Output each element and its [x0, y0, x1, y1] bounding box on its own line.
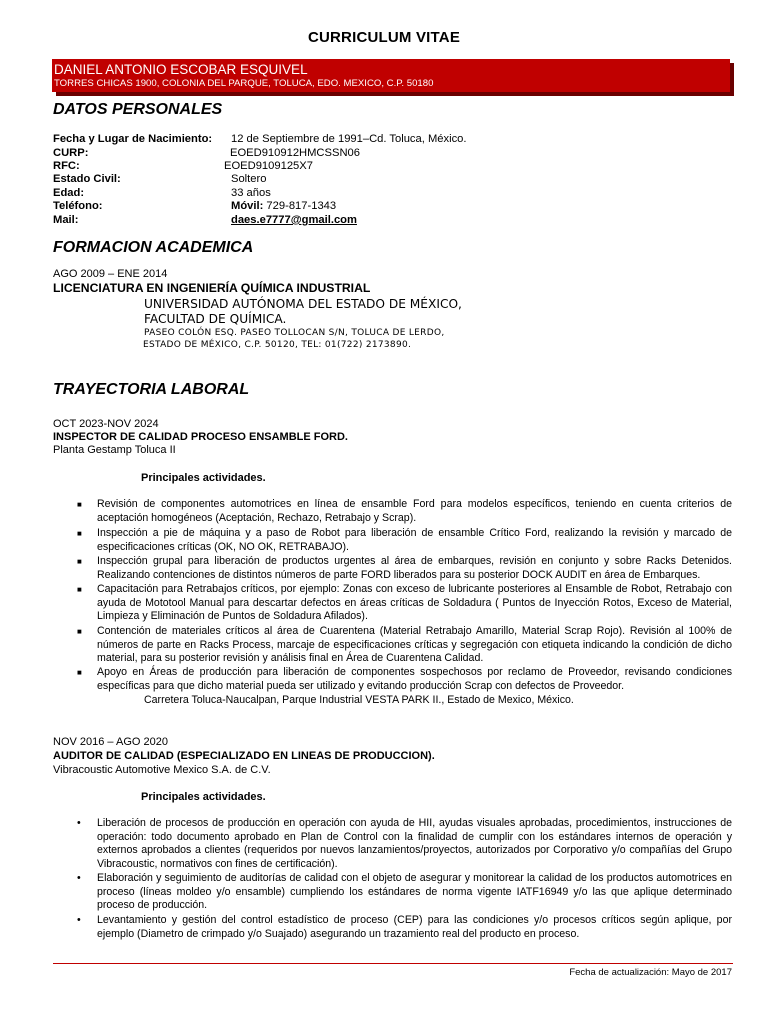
phone-type: Móvil: [231, 200, 264, 212]
job1-activity-text: Revisión de componentes automotrices en línea de ensamble Ford para modelos específicos, teniendo en cuenta criterios de aceptación homogéneos (Aceptación, Rechazo, Retrabajo y Scrap). [97, 498, 732, 524]
personal-row-rfc [53, 160, 653, 174]
job1-activity-text: Inspección a pie de máquina y a paso de Robot para liberación de ensamble Crítico Ford, realizando la revisión y marcado de especificaciones críticas (OK, NO OK, RETRABAJO). [97, 527, 732, 553]
footer-divider [53, 963, 733, 964]
candidate-name: DANIEL ANTONIO ESCOBAR ESQUIVEL [54, 62, 308, 77]
bullet-dot-icon: • [77, 872, 81, 884]
mail-link[interactable]: daes.e7777@gmail.com [231, 214, 357, 226]
document-title: CURRICULUM VITAE [307, 29, 461, 46]
phone-number: 729-817-1343 [263, 200, 337, 212]
university-address-line2: ESTADO DE MÉXICO, C.P. 50120, TEL: 01(722) 2173890. [143, 340, 412, 350]
job1-activity-item [77, 666, 732, 693]
birth-value: 12 de Septiembre de 1991–Cd. Toluca, México. [231, 133, 467, 145]
job1-activity-item [77, 527, 732, 554]
job2-activity-item [77, 914, 732, 941]
job2-activity-text: Levantamiento y gestión del control estadístico de proceso (CEP) para las condiciones y/o procesos críticos según aplique, por ejemplo (Diametro de crimpado y/o Suajado) asegurando un trazamiento real del producto en proceso. [97, 914, 732, 940]
education-degree: LICENCIATURA EN INGENIERÍA QUÍMICA INDUSTRIAL [53, 281, 371, 295]
university-name: UNIVERSIDAD AUTÓNOMA DEL ESTADO DE MÉXICO, [144, 297, 462, 311]
job1-activity-item [77, 555, 732, 582]
civil-status-label: Estado Civil: [53, 173, 121, 185]
personal-row-age [53, 187, 653, 201]
job2-activity-text: Elaboración y seguimiento de auditorías de calidad con el objeto de asegurar y monitorear la calidad de los productos automotrices en proceso (líneas moldeo y/o ensamble) cumpliendo los estándares de norma vigente IATF16949 y/o las que aplique determinado proceso de producción. [97, 872, 732, 912]
job2-role: AUDITOR DE CALIDAD (ESPECIALIZADO EN LINEAS DE PRODUCCION). [53, 750, 435, 762]
bullet-square-icon: ■ [77, 529, 82, 538]
personal-row-mail [53, 214, 653, 228]
bullet-dot-icon: • [77, 817, 81, 829]
work-heading: TRAYECTORIA LABORAL [53, 381, 250, 398]
job2-activity-text: Liberación de procesos de producción en operación con ayuda de HII, ayudas visuales aprobadas, procedimientos, instrucciones de operación: todo documento aprobado en Plan de Control con la finalidad de cumplir con los estándares internos de operación y externos aprobados a clientes (requeridos por nuevos lanzamientos/proyectos, autorizados por Corporativo y/o compañías del Grupo Vibracoustic, normativos con fines de certificación). [97, 817, 732, 870]
phone-label: Teléfono: [53, 200, 103, 212]
age-label: Edad: [53, 187, 85, 199]
personal-data-heading: DATOS PERSONALES [53, 101, 223, 118]
job1-activity-item [77, 583, 732, 624]
university-address-line1: PASEO COLÓN ESQ. PASEO TOLLOCAN S/N, TOLUCA DE LERDO, [144, 328, 445, 338]
job1-activity-text: Capacitación para Retrabajos críticos, por ejemplo: Zonas con exceso de lubricante posteriores al Ensamble de Robot, Retrabajo con ayuda de Mototool Manual para descartar defectos en áreas críticas de Soldadura ( Puntos de Inyección Rotos, Exceso de Material, Limpieza y Eliminación de Puntos de Soldadura Afilados). [97, 583, 732, 623]
bullet-square-icon: ■ [77, 500, 82, 509]
curp-label: CURP: [53, 147, 89, 159]
bullet-dot-icon: • [77, 914, 81, 926]
bullet-square-icon: ■ [77, 585, 82, 594]
job1-activities-title: Principales actividades. [141, 472, 266, 484]
job2-activities-title: Principales actividades. [141, 791, 266, 803]
bullet-square-icon: ■ [77, 668, 82, 677]
bullet-square-icon: ■ [77, 627, 82, 636]
job1-location: Carretera Toluca-Naucalpan, Parque Industrial VESTA PARK II., Estado de Mexico, México. [144, 694, 574, 706]
rfc-label: RFC: [53, 160, 80, 172]
job2-period: NOV 2016 – AGO 2020 [53, 736, 168, 748]
faculty-name: FACULTAD DE QUÍMICA. [144, 312, 287, 326]
education-heading: FORMACION ACADEMICA [53, 239, 254, 256]
personal-row-birth [53, 133, 653, 147]
footer-update-date: Fecha de actualización: Mayo de 2017 [569, 967, 732, 978]
job1-role: INSPECTOR DE CALIDAD PROCESO ENSAMBLE FORD. [53, 431, 348, 443]
candidate-address: TORRES CHICAS 1900, COLONIA DEL PARQUE, TOLUCA, EDO. MEXICO, C.P. 50180 [54, 78, 434, 89]
job1-activity-text: Inspección grupal para liberación de productos urgentes al área de embarques, revisión en conjunto y sobre Racks Detenidos. Realizando contenciones de distintos números de parte FORD liberados para su posterior DOCK AUDIT en área de Embarques. [97, 555, 732, 581]
job1-activity-item [77, 498, 732, 525]
personal-row-civil [53, 173, 653, 187]
job2-activity-item [77, 817, 732, 871]
job2-company: Vibracoustic Automotive Mexico S.A. de C.V. [53, 764, 271, 776]
job1-activity-text: Apoyo en Áreas de producción para liberación de componentes sospechosos por reclamo de Proveedor, revisando condiciones específicas para que dicho material pueda ser utilizado y evitando producción Scrap con defectos de Proveedor. [97, 666, 732, 692]
job1-company: Planta Gestamp Toluca II [53, 444, 176, 456]
age-value: 33 años [231, 187, 271, 199]
job1-activity-item [77, 625, 732, 666]
personal-row-curp [53, 147, 653, 161]
curp-value: EOED910912HMCSSN06 [230, 147, 360, 159]
civil-status-value: Soltero [231, 173, 267, 185]
job2-activity-item [77, 872, 732, 913]
job1-activity-text: Contención de materiales críticos al área de Cuarentena (Material Retrabajo Amarillo, Material Scrap Rojo). Revisión al 100% de números de parte en Racks Process, marcaje de especificaciones críticas y segregación con etiqueta indicando la condición de dicho material, para su posterior revisión y análisis final en Área de Cuarentena Calidad. [97, 625, 732, 665]
phone-value [231, 200, 336, 212]
birth-label: Fecha y Lugar de Nacimiento: [53, 133, 213, 145]
mail-label: Mail: [53, 214, 79, 226]
job1-period: OCT 2023-NOV 2024 [53, 418, 159, 430]
bullet-square-icon: ■ [77, 557, 82, 566]
rfc-value: EOED9109125X7 [224, 160, 313, 172]
education-period: AGO 2009 – ENE 2014 [53, 268, 168, 280]
name-banner [52, 59, 730, 92]
personal-row-phone [53, 200, 653, 214]
